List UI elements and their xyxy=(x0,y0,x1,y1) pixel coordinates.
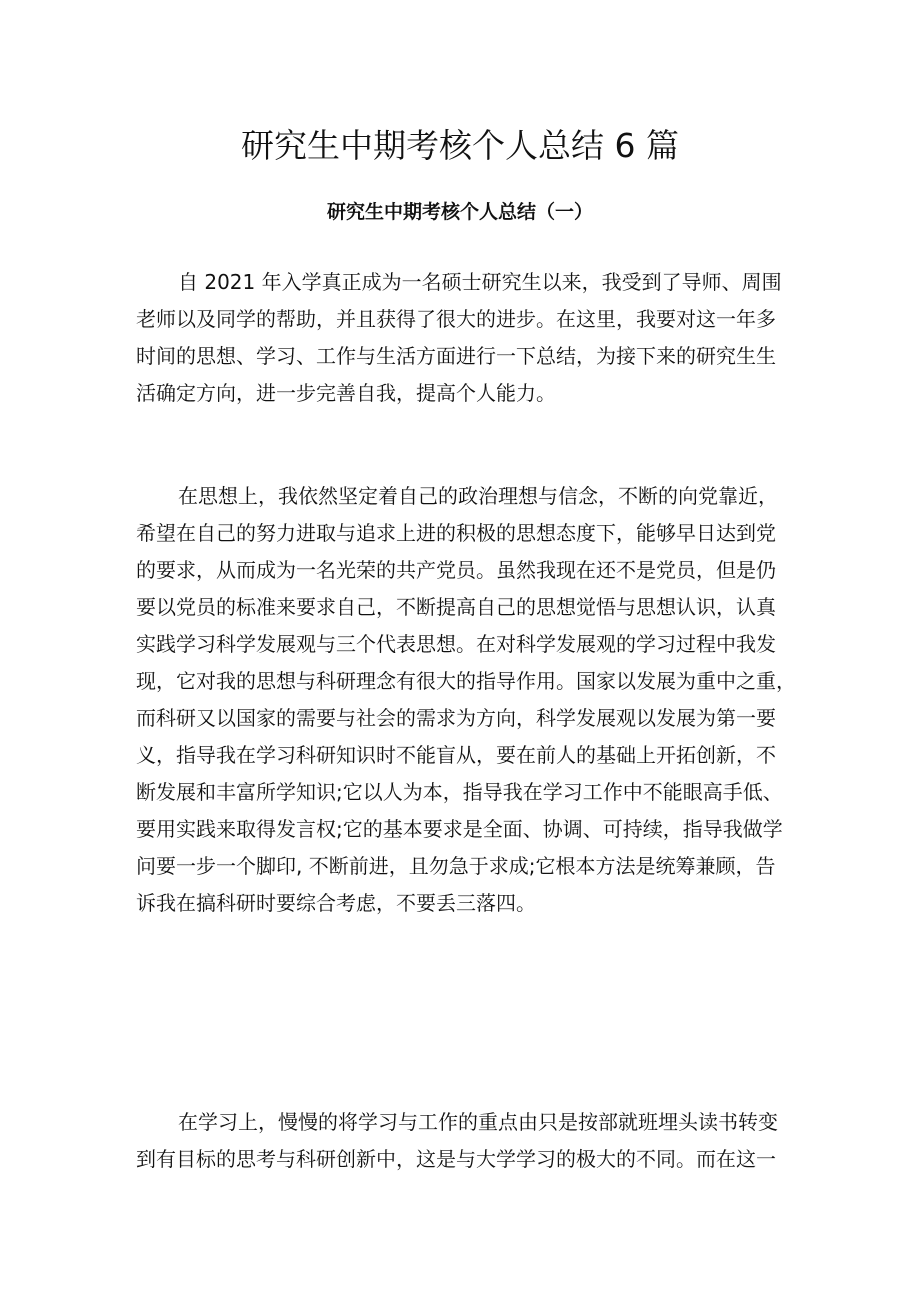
paragraph-line: 问要一步一个脚印, 不断前进，且勿急于求成;它根本方法是统筹兼顾，告 xyxy=(136,854,776,878)
paragraph-line: 老师以及同学的帮助，并且获得了很大的进步。在这里，我要对这一年多 xyxy=(136,307,776,331)
paragraph-line: 要用实践来取得发言权;它的基本要求是全面、协调、可持续，指导我做学 xyxy=(136,817,783,841)
paragraph-line: 到有目标的思考与科研创新中，这是与大学学习的极大的不同。而在这一 xyxy=(136,1147,776,1171)
document-title: 研究生中期考核个人总结 6 篇 xyxy=(241,126,679,165)
paragraph-line: 诉我在搞科研时要综合考虑，不要丢三落四。 xyxy=(136,891,536,915)
paragraph-line: 在思想上，我依然坚定着自己的政治理想与信念，不断的向党靠近， xyxy=(178,484,778,508)
paragraph xyxy=(136,264,786,412)
paragraph-line: 实践学习科学发展观与三个代表思想。在对科学发展观的学习过程中我发 xyxy=(136,632,776,656)
paragraph-line: 自 2021 年入学真正成为一名硕士研究生以来，我受到了导师、周围 xyxy=(178,270,782,294)
paragraph xyxy=(136,1104,786,1178)
paragraph-line: 希望在自己的努力进取与追求上进的积极的思想态度下，能够早日达到党 xyxy=(136,521,776,545)
paragraph-line: 义，指导我在学习科研知识时不能盲从，要在前人的基础上开拓创新，不 xyxy=(136,743,776,767)
paragraph-line: 断发展和丰富所学知识;它以人为本，指导我在学习工作中不能眼高手低、 xyxy=(136,780,783,804)
paragraph-line: 的要求，从而成为一名光荣的共产党员。虽然我现在还不是党员，但是仍 xyxy=(136,558,776,582)
paragraph-line: 在学习上，慢慢的将学习与工作的重点由只是按部就班埋头读书转变 xyxy=(178,1110,778,1134)
paragraph-line: 活确定方向，进一步完善自我，提高个人能力。 xyxy=(136,381,556,405)
paragraph-line: 现，它对我的思想与科研理念有很大的指导作用。国家以发展为重中之重， xyxy=(136,669,796,693)
paragraph-line: 而科研又以国家的需要与社会的需求为方向，科学发展观以发展为第一要 xyxy=(136,706,776,730)
paragraph xyxy=(136,478,796,922)
paragraph-line: 要以党员的标准来要求自己，不断提高自己的思想觉悟与思想认识，认真 xyxy=(136,595,776,619)
paragraph-line: 时间的思想、学习、工作与生活方面进行一下总结，为接下来的研究生生 xyxy=(136,344,776,368)
section-title: 研究生中期考核个人总结（一） xyxy=(326,201,593,223)
